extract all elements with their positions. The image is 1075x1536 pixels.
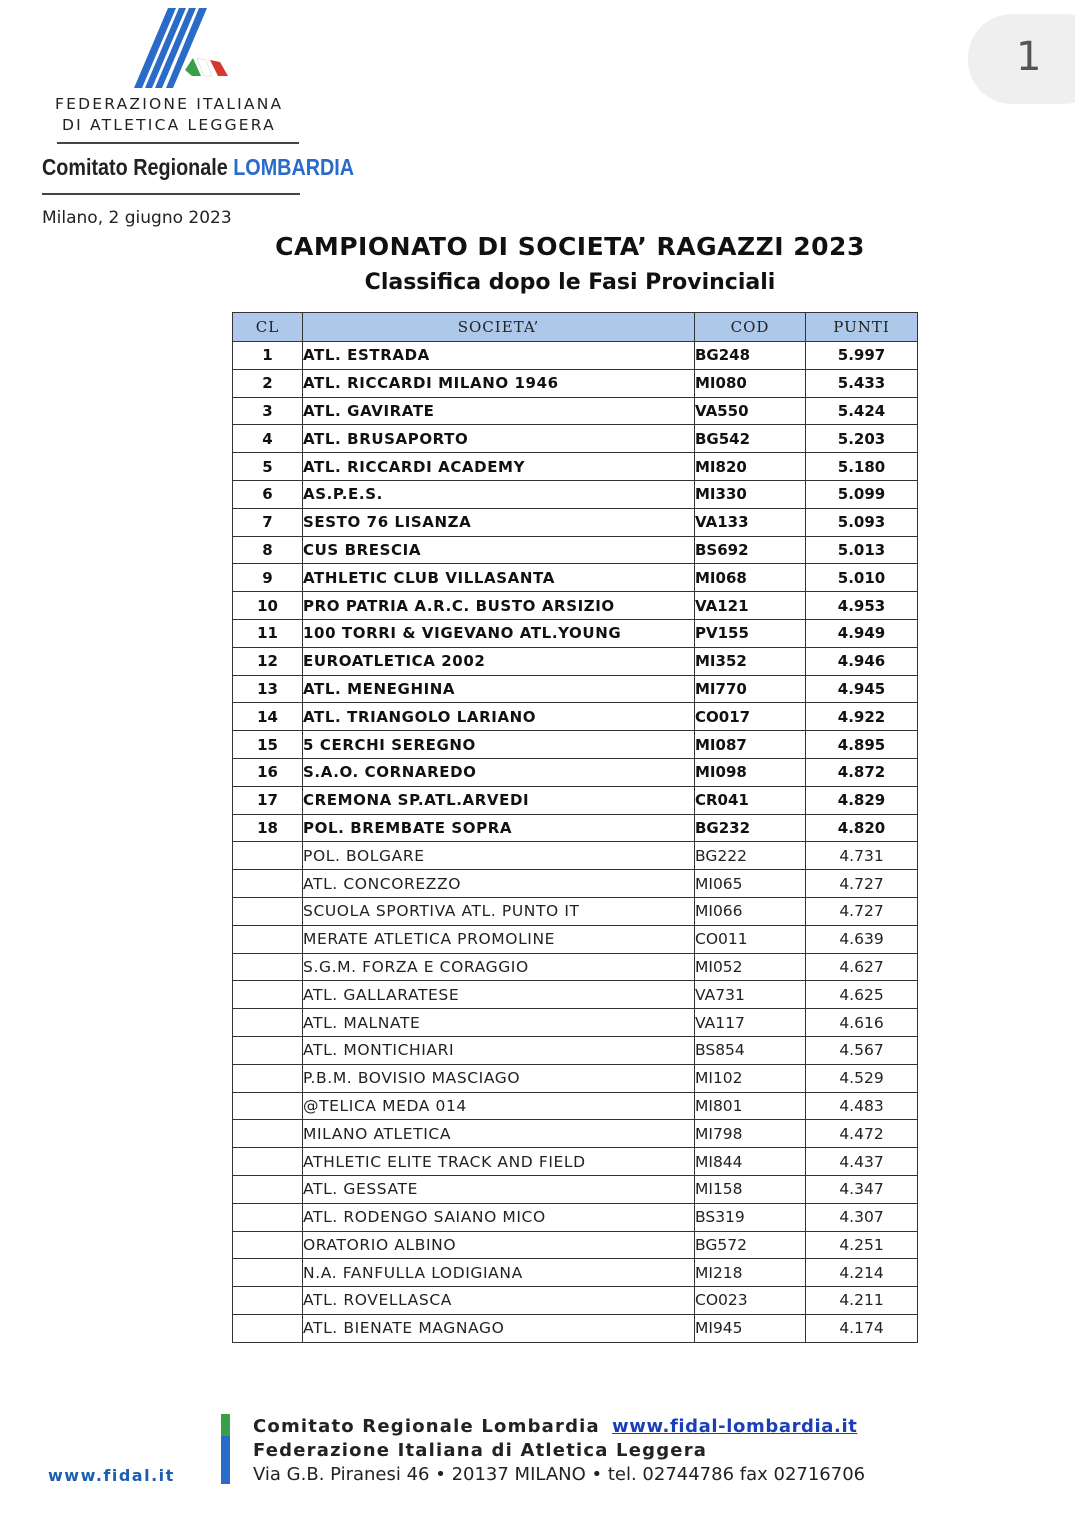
code-cell: MI158 (695, 1175, 806, 1203)
societa-cell: ATL. GESSATE (303, 1175, 695, 1203)
rank-cell: 9 (233, 564, 303, 592)
ranking-table (232, 312, 918, 1343)
header-rule-top (57, 142, 299, 144)
points-cell: 4.949 (806, 619, 918, 647)
table-row (233, 786, 918, 814)
code-cell: VA133 (695, 508, 806, 536)
org-name-line2: DI ATLETICA LEGGERA (62, 116, 276, 134)
societa-cell: ATL. MONTICHIARI (303, 1036, 695, 1064)
table-row (233, 1092, 918, 1120)
comitato-prefix: Comitato Regionale (42, 154, 228, 180)
points-cell: 5.203 (806, 425, 918, 453)
table-row (233, 814, 918, 842)
societa-cell: ATL. CONCOREZZO (303, 870, 695, 898)
societa-cell: P.B.M. BOVISIO MASCIAGO (303, 1064, 695, 1092)
rank-cell (233, 1036, 303, 1064)
points-cell: 4.731 (806, 842, 918, 870)
code-cell: MI087 (695, 731, 806, 759)
rank-cell (233, 1231, 303, 1259)
societa-cell: SESTO 76 LISANZA (303, 508, 695, 536)
points-cell: 4.945 (806, 675, 918, 703)
footer-federazione: Federazione Italiana di Atletica Leggera (253, 1440, 708, 1461)
points-cell: 5.433 (806, 369, 918, 397)
societa-cell: EUROATLETICA 2002 (303, 647, 695, 675)
code-cell: MI052 (695, 953, 806, 981)
table-row (233, 758, 918, 786)
societa-cell: ATL. GAVIRATE (303, 397, 695, 425)
points-cell: 5.010 (806, 564, 918, 592)
code-cell: BG542 (695, 425, 806, 453)
points-cell: 4.174 (806, 1314, 918, 1342)
code-cell: VA550 (695, 397, 806, 425)
code-cell: BS319 (695, 1203, 806, 1231)
table-row (233, 842, 918, 870)
footer-address: Via G.B. Piranesi 46 • 20137 MILANO • tel. 02744786 fax 02716706 (253, 1464, 866, 1485)
code-cell: MI844 (695, 1148, 806, 1176)
table-row (233, 675, 918, 703)
points-cell: 5.180 (806, 453, 918, 481)
code-cell: MI080 (695, 369, 806, 397)
table-header-row (233, 313, 918, 342)
points-cell: 5.099 (806, 480, 918, 508)
points-cell: 4.627 (806, 953, 918, 981)
table-row (233, 1175, 918, 1203)
document-subtitle: Classifica dopo le Fasi Provinciali (364, 270, 776, 295)
code-cell: MI098 (695, 758, 806, 786)
code-cell: MI798 (695, 1120, 806, 1148)
points-cell: 4.529 (806, 1064, 918, 1092)
societa-cell: ATL. ESTRADA (303, 342, 695, 370)
rank-cell: 1 (233, 342, 303, 370)
code-cell: VA117 (695, 1009, 806, 1037)
code-cell: CR041 (695, 786, 806, 814)
table-row (233, 369, 918, 397)
points-cell: 4.727 (806, 870, 918, 898)
points-cell: 4.211 (806, 1287, 918, 1315)
societa-cell: @TELICA MEDA 014 (303, 1092, 695, 1120)
table-row (233, 592, 918, 620)
societa-cell: N.A. FANFULLA LODIGIANA (303, 1259, 695, 1287)
footer-green-bar (221, 1414, 230, 1436)
table-row (233, 703, 918, 731)
table-row (233, 870, 918, 898)
societa-cell: ATL. MENEGHINA (303, 675, 695, 703)
code-cell: MI102 (695, 1064, 806, 1092)
header-societa: SOCIETA’ (303, 313, 695, 342)
points-cell: 4.347 (806, 1175, 918, 1203)
rank-cell (233, 1259, 303, 1287)
points-cell: 4.829 (806, 786, 918, 814)
fidal-logo (130, 8, 240, 93)
societa-cell: ORATORIO ALBINO (303, 1231, 695, 1259)
societa-cell: PRO PATRIA A.R.C. BUSTO ARSIZIO (303, 592, 695, 620)
table-row (233, 1231, 918, 1259)
code-cell: BG222 (695, 842, 806, 870)
points-cell: 4.307 (806, 1203, 918, 1231)
table-row (233, 1009, 918, 1037)
points-cell: 4.483 (806, 1092, 918, 1120)
points-cell: 4.567 (806, 1036, 918, 1064)
table-row (233, 342, 918, 370)
rank-cell: 12 (233, 647, 303, 675)
rank-cell (233, 1175, 303, 1203)
rank-cell (233, 897, 303, 925)
document-title: CAMPIONATO DI SOCIETA’ RAGAZZI 2023 (275, 232, 865, 261)
code-cell: BS854 (695, 1036, 806, 1064)
societa-cell: ATL. RODENGO SAIANO MICO (303, 1203, 695, 1231)
societa-cell: POL. BOLGARE (303, 842, 695, 870)
code-cell: MI352 (695, 647, 806, 675)
points-cell: 4.872 (806, 758, 918, 786)
table-row (233, 480, 918, 508)
rank-cell (233, 1092, 303, 1120)
rank-cell: 13 (233, 675, 303, 703)
code-cell: CO023 (695, 1287, 806, 1315)
societa-cell: ATL. BRUSAPORTO (303, 425, 695, 453)
table-row (233, 508, 918, 536)
rank-cell (233, 1009, 303, 1037)
points-cell: 4.946 (806, 647, 918, 675)
header-punti: PUNTI (806, 313, 918, 342)
rank-cell (233, 1120, 303, 1148)
rank-cell (233, 1314, 303, 1342)
rank-cell: 16 (233, 758, 303, 786)
societa-cell: ATL. GALLARATESE (303, 981, 695, 1009)
table-row (233, 1036, 918, 1064)
rank-cell: 6 (233, 480, 303, 508)
points-cell: 5.997 (806, 342, 918, 370)
table-row (233, 897, 918, 925)
page-number: 1 (1016, 34, 1042, 80)
societa-cell: 5 CERCHI SEREGNO (303, 731, 695, 759)
table-row (233, 536, 918, 564)
table-row (233, 1148, 918, 1176)
code-cell: BG232 (695, 814, 806, 842)
code-cell: CO011 (695, 925, 806, 953)
points-cell: 4.639 (806, 925, 918, 953)
page-number-badge (968, 14, 1075, 104)
code-cell: MI218 (695, 1259, 806, 1287)
points-cell: 4.616 (806, 1009, 918, 1037)
code-cell: MI820 (695, 453, 806, 481)
rank-cell: 3 (233, 397, 303, 425)
table-row (233, 619, 918, 647)
code-cell: MI330 (695, 480, 806, 508)
societa-cell: ATL. BIENATE MAGNAGO (303, 1314, 695, 1342)
points-cell: 4.895 (806, 731, 918, 759)
footer-blue-bar (221, 1436, 230, 1484)
rank-cell (233, 981, 303, 1009)
rank-cell: 8 (233, 536, 303, 564)
rank-cell: 2 (233, 369, 303, 397)
table-row (233, 1203, 918, 1231)
table-row (233, 453, 918, 481)
rank-cell (233, 925, 303, 953)
code-cell: MI770 (695, 675, 806, 703)
points-cell: 4.922 (806, 703, 918, 731)
rank-cell: 4 (233, 425, 303, 453)
code-cell: MI945 (695, 1314, 806, 1342)
code-cell: VA731 (695, 981, 806, 1009)
societa-cell: ATHLETIC ELITE TRACK AND FIELD (303, 1148, 695, 1176)
societa-cell: SCUOLA SPORTIVA ATL. PUNTO IT (303, 897, 695, 925)
societa-cell: ATL. TRIANGOLO LARIANO (303, 703, 695, 731)
rank-cell (233, 842, 303, 870)
societa-cell: ATL. ROVELLASCA (303, 1287, 695, 1315)
rank-cell: 11 (233, 619, 303, 647)
societa-cell: MILANO ATLETICA (303, 1120, 695, 1148)
org-name-line1: FEDERAZIONE ITALIANA (55, 95, 284, 113)
rank-cell: 10 (233, 592, 303, 620)
rank-cell (233, 1148, 303, 1176)
points-cell: 4.214 (806, 1259, 918, 1287)
societa-cell: 100 TORRI & VIGEVANO ATL.YOUNG (303, 619, 695, 647)
table-row (233, 953, 918, 981)
points-cell: 4.953 (806, 592, 918, 620)
table-row (233, 425, 918, 453)
code-cell: MI066 (695, 897, 806, 925)
table-body (233, 342, 918, 1343)
code-cell: VA121 (695, 592, 806, 620)
code-cell: MI801 (695, 1092, 806, 1120)
code-cell: BG248 (695, 342, 806, 370)
table-row (233, 1064, 918, 1092)
points-cell: 5.424 (806, 397, 918, 425)
code-cell: PV155 (695, 619, 806, 647)
code-cell: BS692 (695, 536, 806, 564)
table-row (233, 731, 918, 759)
rank-cell (233, 870, 303, 898)
table-row (233, 1287, 918, 1315)
table-row (233, 564, 918, 592)
rank-cell: 7 (233, 508, 303, 536)
points-cell: 4.251 (806, 1231, 918, 1259)
points-cell: 4.437 (806, 1148, 918, 1176)
societa-cell: S.G.M. FORZA E CORAGGIO (303, 953, 695, 981)
code-cell: BG572 (695, 1231, 806, 1259)
societa-cell: ATL. MALNATE (303, 1009, 695, 1037)
societa-cell: ATL. RICCARDI MILANO 1946 (303, 369, 695, 397)
table-row (233, 647, 918, 675)
rank-cell (233, 1203, 303, 1231)
code-cell: MI065 (695, 870, 806, 898)
points-cell: 5.093 (806, 508, 918, 536)
rank-cell: 14 (233, 703, 303, 731)
table-row (233, 1120, 918, 1148)
comitato-heading (42, 154, 354, 181)
rank-cell (233, 953, 303, 981)
table-row (233, 925, 918, 953)
points-cell: 5.013 (806, 536, 918, 564)
societa-cell: S.A.O. CORNAREDO (303, 758, 695, 786)
document-date: Milano, 2 giugno 2023 (42, 208, 232, 228)
rank-cell (233, 1064, 303, 1092)
societa-cell: POL. BREMBATE SOPRA (303, 814, 695, 842)
table-row (233, 1259, 918, 1287)
rank-cell: 18 (233, 814, 303, 842)
rank-cell: 5 (233, 453, 303, 481)
comitato-region: LOMBARDIA (233, 154, 355, 180)
societa-cell: AS.P.E.S. (303, 480, 695, 508)
table-row (233, 397, 918, 425)
table-row (233, 1314, 918, 1342)
code-cell: CO017 (695, 703, 806, 731)
points-cell: 4.820 (806, 814, 918, 842)
code-cell: MI068 (695, 564, 806, 592)
table-row (233, 981, 918, 1009)
header-rule-bottom (42, 193, 300, 195)
header-cod: COD (695, 313, 806, 342)
footer-comitato: Comitato Regionale Lombardia (253, 1416, 600, 1437)
points-cell: 4.625 (806, 981, 918, 1009)
societa-cell: ATHLETIC CLUB VILLASANTA (303, 564, 695, 592)
societa-cell: MERATE ATLETICA PROMOLINE (303, 925, 695, 953)
societa-cell: CUS BRESCIA (303, 536, 695, 564)
societa-cell: CREMONA SP.ATL.ARVEDI (303, 786, 695, 814)
societa-cell: ATL. RICCARDI ACADEMY (303, 453, 695, 481)
points-cell: 4.472 (806, 1120, 918, 1148)
header-cl: CL (233, 313, 303, 342)
regional-website-link[interactable]: www.fidal-lombardia.it (612, 1416, 858, 1437)
rank-cell (233, 1287, 303, 1315)
rank-cell: 17 (233, 786, 303, 814)
rank-cell: 15 (233, 731, 303, 759)
points-cell: 4.727 (806, 897, 918, 925)
fidal-website[interactable]: www.fidal.it (48, 1466, 175, 1485)
